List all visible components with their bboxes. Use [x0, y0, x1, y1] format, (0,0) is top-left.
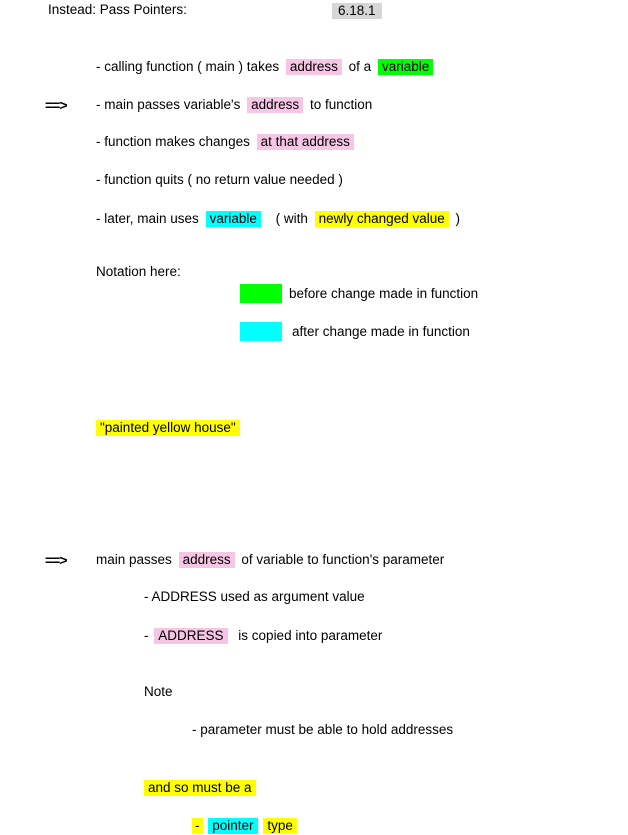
bullet-2-post: to function	[309, 97, 373, 112]
bullet-1-mid: of a	[348, 59, 372, 74]
legend-swatch-cyan	[240, 322, 282, 341]
arrow-marker-2	[45, 552, 67, 568]
legend-swatch-green	[240, 284, 282, 303]
section2-pointer-highlight: pointer	[208, 818, 257, 834]
arrow-marker-1-text: ==>	[45, 97, 67, 113]
bullet-5-highlight-variable: variable	[206, 211, 261, 227]
section2-pointer-dash: -	[192, 818, 203, 834]
bullet-5-post: )	[455, 211, 460, 226]
bullet-1-highlight-address: address	[286, 59, 342, 75]
legend-after-change-text: after change made in function	[292, 324, 470, 339]
bullet-calling-function	[96, 59, 436, 75]
painted-yellow-house-phrase	[96, 420, 240, 436]
section2-sub-2-post: is copied into parameter	[238, 628, 383, 643]
section2-pointer-type	[192, 818, 297, 834]
bullet-3-highlight-at-that-address: at that address	[257, 134, 354, 150]
section2-lead-highlight-address: address	[179, 552, 235, 568]
section-number	[332, 3, 382, 19]
bullet-4-text: - function quits ( no return value needed )	[96, 172, 343, 187]
section2-note-heading	[144, 685, 173, 699]
section2-and-so-must-be-a	[144, 780, 256, 796]
bullet-5-mid: ( with	[275, 211, 308, 226]
legend-before-change	[289, 287, 478, 301]
bullet-1-pre: - calling function ( main ) takes	[96, 59, 280, 74]
bullet-later-main-uses	[96, 211, 460, 227]
section2-note-detail-text: - parameter must be able to hold addresses	[192, 722, 454, 737]
section2-note-heading-text: Note	[144, 684, 173, 699]
section2-lead	[96, 552, 444, 568]
slide-title	[48, 3, 187, 17]
legend-before-change-text: before change made in function	[289, 286, 479, 301]
painted-yellow-house-text: "painted yellow house"	[96, 420, 240, 436]
section2-sub-argument-value-text: - ADDRESS used as argument value	[144, 589, 365, 604]
section2-sub-argument-value	[144, 590, 365, 604]
section2-lead-post: of variable to function's parameter	[241, 552, 445, 567]
section2-pointer-post: type	[263, 818, 297, 834]
legend-after-change	[292, 325, 470, 339]
notation-heading-text: Notation here:	[96, 264, 181, 279]
bullet-1-highlight-variable: variable	[378, 59, 433, 75]
section2-and-so-must-be-a-text: and so must be a	[144, 780, 256, 796]
bullet-function-makes-changes	[96, 134, 357, 150]
bullet-function-quits	[96, 173, 343, 187]
notation-heading	[96, 265, 181, 279]
bullet-main-passes	[96, 97, 372, 113]
bullet-2-highlight-address: address	[247, 97, 303, 113]
section2-sub-2-pre: -	[144, 628, 149, 643]
arrow-marker-2-text: ==>	[45, 552, 67, 568]
bullet-5-pre: - later, main uses	[96, 211, 199, 226]
bullet-2-pre: - main passes variable's	[96, 97, 241, 112]
section2-lead-pre: main passes	[96, 552, 172, 567]
bullet-5-highlight-newly-changed-value: newly changed value	[315, 211, 449, 227]
section2-sub-2-highlight-address: ADDRESS	[154, 628, 227, 644]
slide-title-text: Instead: Pass Pointers:	[48, 2, 187, 17]
arrow-marker-1	[45, 97, 67, 113]
section2-note-detail	[192, 723, 453, 737]
bullet-3-pre: - function makes changes	[96, 134, 250, 149]
section2-sub-copied-into-parameter	[144, 628, 382, 644]
section-number-text: 6.18.1	[332, 3, 382, 19]
